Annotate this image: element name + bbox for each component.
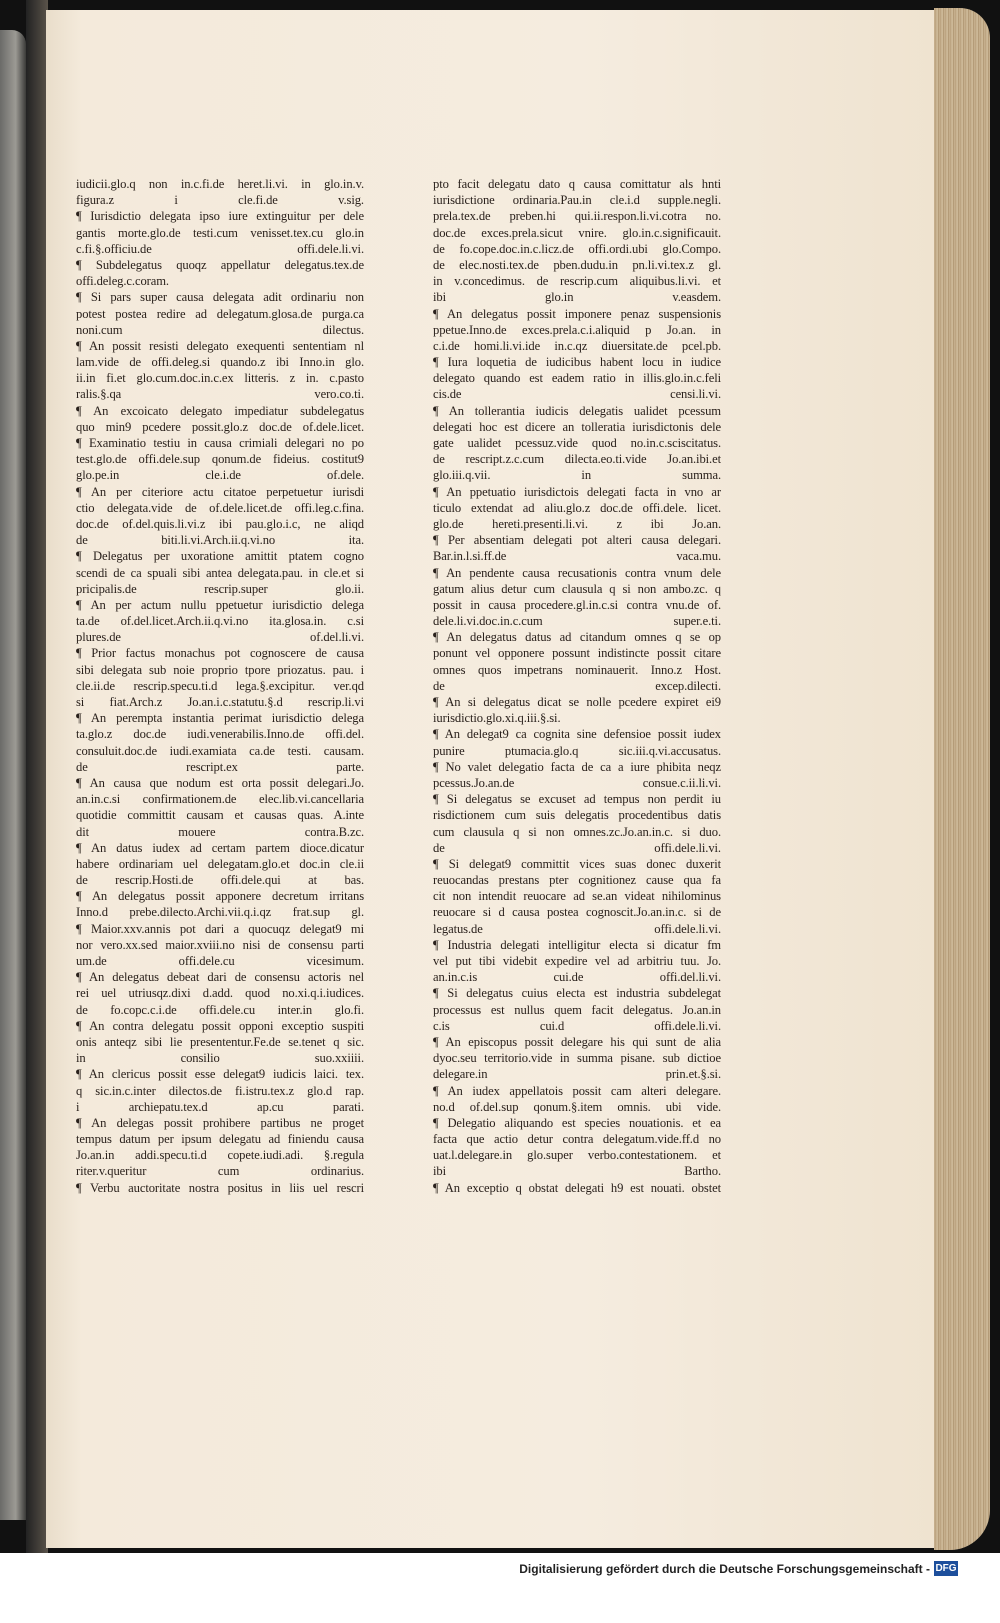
text-line: reuocandas prestans pter cognitionez cause qua fa: [433, 873, 721, 888]
text-line: cit non intendit reuocare ad se.an videat nihilominus: [433, 889, 721, 904]
text-line: cum clausula q si non omnes.zc.Jo.an.in.c. si duo.: [433, 824, 721, 839]
text-line: an.in.c.is cui.de offi.del.li.vi.: [433, 970, 721, 985]
text-line: iudicii.glo.q non in.c.fi.de heret.li.vi. in glo.in.v.: [76, 177, 364, 191]
text-line: cis.de censi.li.vi.: [433, 387, 721, 402]
text-line: ¶ An possit resisti delegato exequenti sententiam nl: [76, 338, 364, 353]
text-line: c.is cui.d offi.dele.li.vi.: [433, 1018, 721, 1033]
text-line: in consilio suo.xxiiii.: [76, 1051, 364, 1066]
text-line: ¶ Si delegatus se excuset ad tempus non perdit iu: [433, 792, 721, 807]
text-line: nor vero.xx.sed maior.xviii.no nisi de consensu parti: [76, 937, 364, 952]
text-line: potest postea redire ad delegatum.glosa.de purga.ca: [76, 306, 364, 321]
text-line: ¶ An delegatus possit apponere decretum irritans: [76, 889, 364, 904]
text-line: dit mouere contra.B.zc.: [76, 824, 364, 839]
text-line: ¶ No valet delegatio facta de ca a iure phibita neqz: [433, 759, 721, 774]
text-line: gatum alius detur cum clausula q si non ambo.zc. q: [433, 581, 721, 596]
text-line: dyoc.seu territorio.vide in summa pisane. sub dictioe: [433, 1051, 721, 1066]
text-line: ¶ An perempta instantia perimat iurisdictio delega: [76, 711, 364, 726]
text-line: omnes quos impetrans nominauerit. Inno.z Host.: [433, 662, 721, 677]
text-line: glo.pe.in cle.i.de of.dele.: [76, 468, 364, 483]
book-gutter: [26, 0, 48, 1555]
text-line: riter.v.queritur cum ordinarius.: [76, 1164, 364, 1179]
text-line: figura.z i cle.fi.de v.sig.: [76, 193, 364, 208]
text-line: ¶ Si delegatus cuius electa est industria subdelegat: [433, 986, 721, 1001]
text-line: dele.li.vi.doc.in.c.cum super.e.ti.: [433, 614, 721, 629]
text-line: de biti.li.vi.Arch.ii.q.vi.no ita.: [76, 533, 364, 548]
text-line: onis anteqz sibi lie presententur.Fe.de se.tenet q sic.: [76, 1034, 364, 1049]
text-line: risdictionem cum suis delegatis procedentibus datis: [433, 808, 721, 823]
text-line: ¶ Per absentiam delegati pot alteri causa delegari.: [433, 533, 721, 548]
text-line: ¶ Maior.xxv.annis pot dari a quocuqz delegat9 mi: [76, 921, 364, 936]
text-line: glo.de hereti.presenti.li.vi. z ibi Jo.an.: [433, 516, 721, 531]
text-line: ¶ Delegatio aliquando est species nouationis. et ea: [433, 1115, 721, 1130]
text-line: legatus.de offi.dele.li.vi.: [433, 921, 721, 936]
text-line: habere ordinariam uel delegatam.glo.et doc.in cle.ii: [76, 856, 364, 871]
text-line: ctio delegata.vide de of.dele.licet.de offi.leg.c.fina.: [76, 500, 364, 515]
text-line: Bar.in.l.si.ff.de vaca.mu.: [433, 549, 721, 564]
text-line: ¶ Delegatus per uxoratione amittit ptatem cogno: [76, 549, 364, 564]
text-line: ¶ An episcopus possit delegare his qui sunt de alia: [433, 1034, 721, 1049]
text-line: ¶ Si pars super causa delegata adit ordinariu non: [76, 290, 364, 305]
text-line: reuocare si d causa postea cognoscit.Jo.an.in.c. si de: [433, 905, 721, 920]
text-line: ¶ Verbu auctoritate nostra positus in liis uel rescri: [76, 1180, 364, 1195]
text-line: ¶ An contra delegatu possit opponi exceptio suspiti: [76, 1018, 364, 1033]
text-line: de rescript.ex parte.: [76, 759, 364, 774]
text-line: gate ualidet pcessuz.vide quod no.in.c.sciscitatus.: [433, 436, 721, 450]
text-line: ¶ An excoicato delegato impediatur subdelegatus: [76, 403, 364, 418]
text-line: processus est nullus quem facit delegatus. Jo.an.in: [433, 1002, 721, 1017]
text-line: ¶ An pendente causa recusationis contra vnum dele: [433, 565, 721, 580]
text-line: ¶ An tollerantia iudicis delegatis ualidet pcessum: [433, 403, 721, 418]
text-line: plures.de of.del.li.vi.: [76, 630, 364, 645]
text-line: vel put tibi videbit expedire vel ad arbitriu tuu. Jo.: [433, 954, 721, 968]
book-edge: [934, 8, 990, 1550]
text-line: facta que actio detur contra delegatum.vide.ff.d no: [433, 1132, 721, 1147]
text-line: ¶ Examinatio testiu in causa crimiali delegari no po: [76, 436, 364, 450]
text-line: doc.de exces.prela.sicut vnire. glo.in.c.significauit.: [433, 225, 721, 240]
text-line: doc.de of.del.quis.li.vi.z ibi pau.glo.i.c, ne aliqd: [76, 516, 364, 531]
text-line: ibi glo.in v.easdem.: [433, 290, 721, 305]
text-line: ¶ An per citeriore actu citatoe perpetuetur iurisdi: [76, 484, 364, 499]
text-line: de elec.nosti.tex.de pben.dudu.in pn.li.vi.tex.z gl.: [433, 257, 721, 272]
text-line: ta.glo.z doc.de iudi.venerabilis.Inno.de offi.del.: [76, 727, 364, 742]
text-line: de rescript.z.c.cum dilecta.eo.ti.vide Jo.an.ibi.et: [433, 452, 721, 467]
text-line: ¶ Prior factus monachus pot cognoscere de causa: [76, 646, 364, 661]
footer-bar: [0, 1553, 1000, 1623]
text-line: delegare.in prin.et.§.si.: [433, 1067, 721, 1082]
text-line: de excep.dilecti.: [433, 678, 721, 693]
text-line: gantis morte.glo.de testi.cum venisset.tex.cu glo.in: [76, 225, 364, 240]
text-line: ¶ An delegas possit prohibere partibus ne proget: [76, 1115, 364, 1130]
text-line: pricipalis.de rescrip.super glo.ii.: [76, 581, 364, 596]
text-line: de fo.copc.c.i.de offi.dele.cu inter.in glo.fi.: [76, 1002, 364, 1017]
text-line: ¶ An causa que nodum est orta possit delegari.Jo.: [76, 775, 364, 790]
text-line: ralis.§.qa vero.co.ti.: [76, 387, 364, 402]
text-line: Jo.an.in addi.specu.ti.d copete.iudi.adi. §.regula: [76, 1148, 364, 1163]
dfg-logo: DFG: [935, 1563, 957, 1574]
text-line: de fo.cope.doc.in.c.licz.de offi.ordi.ubi glo.Compo.: [433, 241, 721, 256]
text-line: ¶ An exceptio q obstat delegati h9 est nouati. obstet: [433, 1180, 721, 1195]
text-line: ¶ An clericus possit esse delegat9 iudicis laici. tex.: [76, 1067, 364, 1082]
text-line: ¶ Iura loquetia de iudicibus habent locu in iudice: [433, 355, 721, 370]
text-line: ¶ An delegatus datus ad citandum omnes q se op: [433, 630, 721, 645]
text-line: in v.concedimus. de rescrip.cum aliquibus.li.vi. et: [433, 274, 721, 289]
text-line: an.in.c.si confirmationem.de elec.lib.vi.cancellaria: [76, 792, 364, 807]
text-line: no.d of.del.sup qonum.§.item omnis. ubi vide.: [433, 1099, 721, 1114]
text-line: ¶ Subdelegatus quoqz appellatur delegatus.tex.de: [76, 257, 364, 272]
text-line: scendi de ca spuali sibi antea delegata.pau. in cle.et si: [76, 565, 364, 580]
text-line: um.de offi.dele.cu vicesimum.: [76, 954, 364, 968]
text-line: punire ptumacia.glo.q sic.iii.q.vi.accusatus.: [433, 743, 721, 758]
text-line: si fiat.Arch.z Jo.an.i.c.statutu.§.d rescrip.li.vi: [76, 695, 364, 709]
text-line: ¶ An si delegatus dicat se nolle pcedere expiret ei9: [433, 695, 721, 709]
text-line: offi.deleg.c.coram.: [76, 274, 169, 289]
text-line: Inno.d prebe.dilecto.Archi.vii.q.i.qz frat.sup gl.: [76, 905, 364, 920]
text-line: ¶ An delegat9 ca cognita sine defensioe possit iudex: [433, 727, 721, 742]
text-line: pcessus.Jo.an.de consue.c.ii.li.vi.: [433, 775, 721, 790]
text-line: ¶ An per actum nullu ppetuetur iurisdictio delega: [76, 597, 364, 612]
text-line: delegato quando est eadem ratio in illis.glo.in.c.feli: [433, 371, 721, 386]
text-line: sibi delegata sub noie proprio tpore priozatus. pau. i: [76, 662, 364, 677]
text-line: quo min9 pcedere possit.glo.z doc.de of.dele.licet.: [76, 419, 364, 434]
text-line: uat.l.delegare.in glo.super verbo.contestationem. et: [433, 1148, 721, 1163]
text-line: i archiepatu.tex.d ap.cu parati.: [76, 1099, 364, 1114]
text-line: delegati hoc est dicere an tolleratia iurisdictonis dele: [433, 419, 721, 434]
text-line: ¶ An datus iudex ad certam partem dioce.dicatur: [76, 840, 364, 855]
text-line: ticulo extendat ad aliu.glo.z doc.de offi.dele. licet.: [433, 500, 721, 515]
text-line: ibi Bartho.: [433, 1164, 721, 1179]
text-line: ¶ Iurisdictio delegata ipso iure extinguitur per dele: [76, 209, 364, 224]
text-line: q sic.in.c.inter dilectos.de fi.istru.tex.z glo.d rap.: [76, 1083, 364, 1098]
text-line: possit in causa procedere.gl.in.c.si contra vnu.de of.: [433, 597, 721, 612]
previous-page-edge: [0, 30, 26, 1520]
text-line: de offi.dele.li.vi.: [433, 840, 721, 855]
text-line: ponunt vel opponere possunt indistincte possit citare: [433, 646, 721, 661]
text-line: glo.iii.q.vii. in summa.: [433, 468, 721, 483]
text-line: ta.de of.del.licet.Arch.ii.q.vi.no ita.glosa.in. c.si: [76, 614, 364, 629]
text-line: ppetue.Inno.de exces.prela.c.i.aliquid p Jo.an. in: [433, 322, 721, 337]
text-line: ii.in fi.et glo.cum.doc.in.c.ex litteris. z in. c.pasto: [76, 371, 364, 386]
text-line: ¶ An delegatus possit imponere penaz suspensionis: [433, 306, 721, 321]
text-line: pto facit delegatu dato q causa comittatur als hnti: [433, 177, 721, 191]
text-line: iurisdictio.glo.xi.q.iii.§.si.: [433, 711, 561, 726]
left-text-column: [76, 176, 364, 1196]
text-line: test.glo.de offi.dele.sup qonum.de fideius. costitut9: [76, 452, 364, 467]
text-line: noni.cum dilectus.: [76, 322, 364, 337]
text-line: lam.vide de offi.deleg.si quando.z ibi Inno.in glo.: [76, 355, 364, 370]
funding-notice: Digitalisierung gefördert durch die Deutsche Forschungsgemeinschaft -: [519, 1562, 930, 1576]
text-line: ¶ An ppetuatio iurisdictois delegati facta in vno ar: [433, 484, 721, 499]
text-line: de rescrip.Hosti.de offi.dele.qui at bas.: [76, 873, 364, 888]
text-line: iurisdictione ordinaria.Pau.in cle.i.d supple.negli.: [433, 193, 721, 208]
text-line: prela.tex.de preben.hi qui.ii.respon.li.vi.cotra no.: [433, 209, 721, 224]
text-line: c.fi.§.officiu.de offi.dele.li.vi.: [76, 241, 364, 256]
text-line: ¶ An delegatus debeat dari de consensu actoris nel: [76, 970, 364, 985]
text-line: ¶ Industria delegati intelligitur electa si dicatur fm: [433, 937, 721, 952]
text-line: tempus datum per ipsum delegatu ad finiendu causa: [76, 1132, 364, 1147]
text-line: quotidie committit causam et causas quas. A.inte: [76, 808, 364, 823]
text-line: ¶ Si delegat9 committit vices suas donec duxerit: [433, 856, 721, 871]
text-line: ¶ An iudex appellatois possit cam alteri delegare.: [433, 1083, 721, 1098]
text-line: c.i.de homi.li.vi.ide in.c.qz diuersitate.de pcel.pb.: [433, 338, 721, 353]
text-line: consuluit.doc.de iudi.examiata ca.de testi. causam.: [76, 743, 364, 758]
text-line: cle.ii.de rescrip.specu.ti.d lega.§.excipitur. ver.qd: [76, 678, 364, 693]
right-text-column: [433, 176, 721, 1196]
text-line: rei uel utriusqz.dixi d.add. quod no.xi.q.i.iudices.: [76, 986, 364, 1001]
